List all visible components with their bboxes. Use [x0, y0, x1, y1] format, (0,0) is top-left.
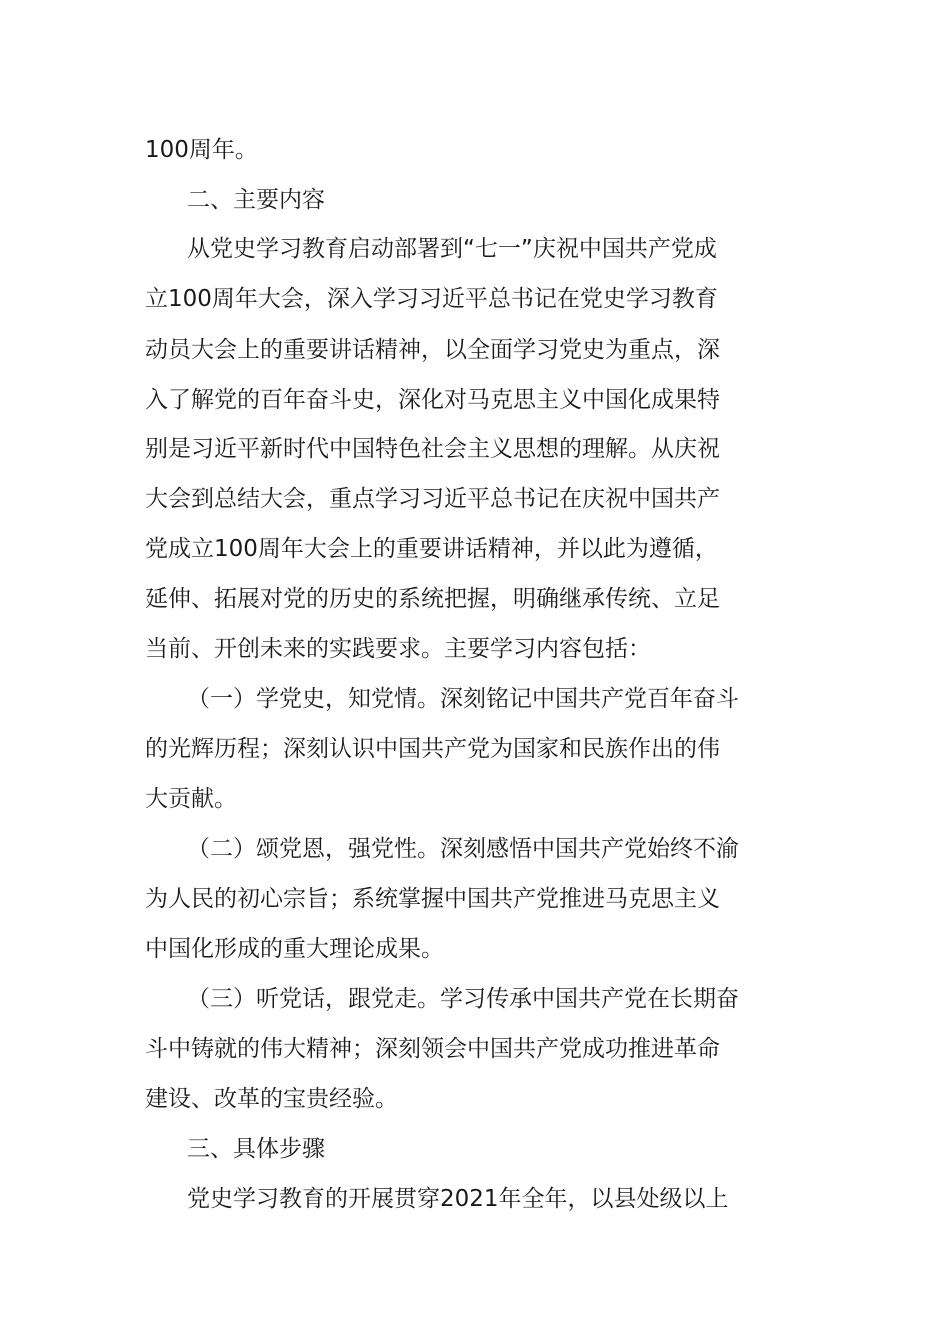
text-line: 大贡献。 [145, 786, 237, 812]
list-item-first-line: （二）颂党恩，强党性。深刻感悟中国共产党始终不渝 [187, 836, 739, 862]
text-line: 建设、改革的宝贵经验。 [145, 1086, 398, 1112]
text-line: 立100周年大会，深入学习习近平总书记在党史学习教育 [145, 286, 718, 312]
text-line: 中国化形成的重大理论成果。 [145, 936, 444, 962]
text-line: 动员大会上的重要讲话精神，以全面学习党史为重点，深 [145, 337, 720, 363]
section-heading: 三、具体步骤 [187, 1136, 325, 1162]
text-line: 当前、开创未来的实践要求。主要学习内容包括： [145, 636, 651, 662]
section-heading: 二、主要内容 [187, 187, 325, 213]
paragraph-first-line: 从党史学习教育启动部署到“七一”庆祝中国共产党成 [187, 236, 717, 262]
text-line: 入了解党的百年奋斗史，深化对马克思主义中国化成果特 [145, 387, 720, 413]
text-line: 党成立100周年大会上的重要讲话精神，并以此为遵循， [145, 536, 718, 562]
text-line: 延伸、拓展对党的历史的系统把握，明确继承传统、立足 [145, 586, 720, 612]
text-line: 别是习近平新时代中国特色社会主义思想的理解。从庆祝 [145, 436, 720, 462]
list-item-first-line: （一）学党史，知党情。深刻铭记中国共产党百年奋斗 [187, 686, 739, 712]
text-line: 斗中铸就的伟大精神；深刻领会中国共产党成功推进革命 [145, 1036, 720, 1062]
paragraph-first-line: 党史学习教育的开展贯穿2021年全年，以县处级以上 [187, 1186, 729, 1212]
list-item-first-line: （三）听党话，跟党走。学习传承中国共产党在长期奋 [187, 986, 739, 1012]
text-line: 的光辉历程；深刻认识中国共产党为国家和民族作出的伟 [145, 736, 720, 762]
text-line: 100周年。 [145, 137, 258, 163]
text-line: 大会到总结大会，重点学习习近平总书记在庆祝中国共产 [145, 486, 720, 512]
text-line: 为人民的初心宗旨；系统掌握中国共产党推进马克思主义 [145, 886, 720, 912]
